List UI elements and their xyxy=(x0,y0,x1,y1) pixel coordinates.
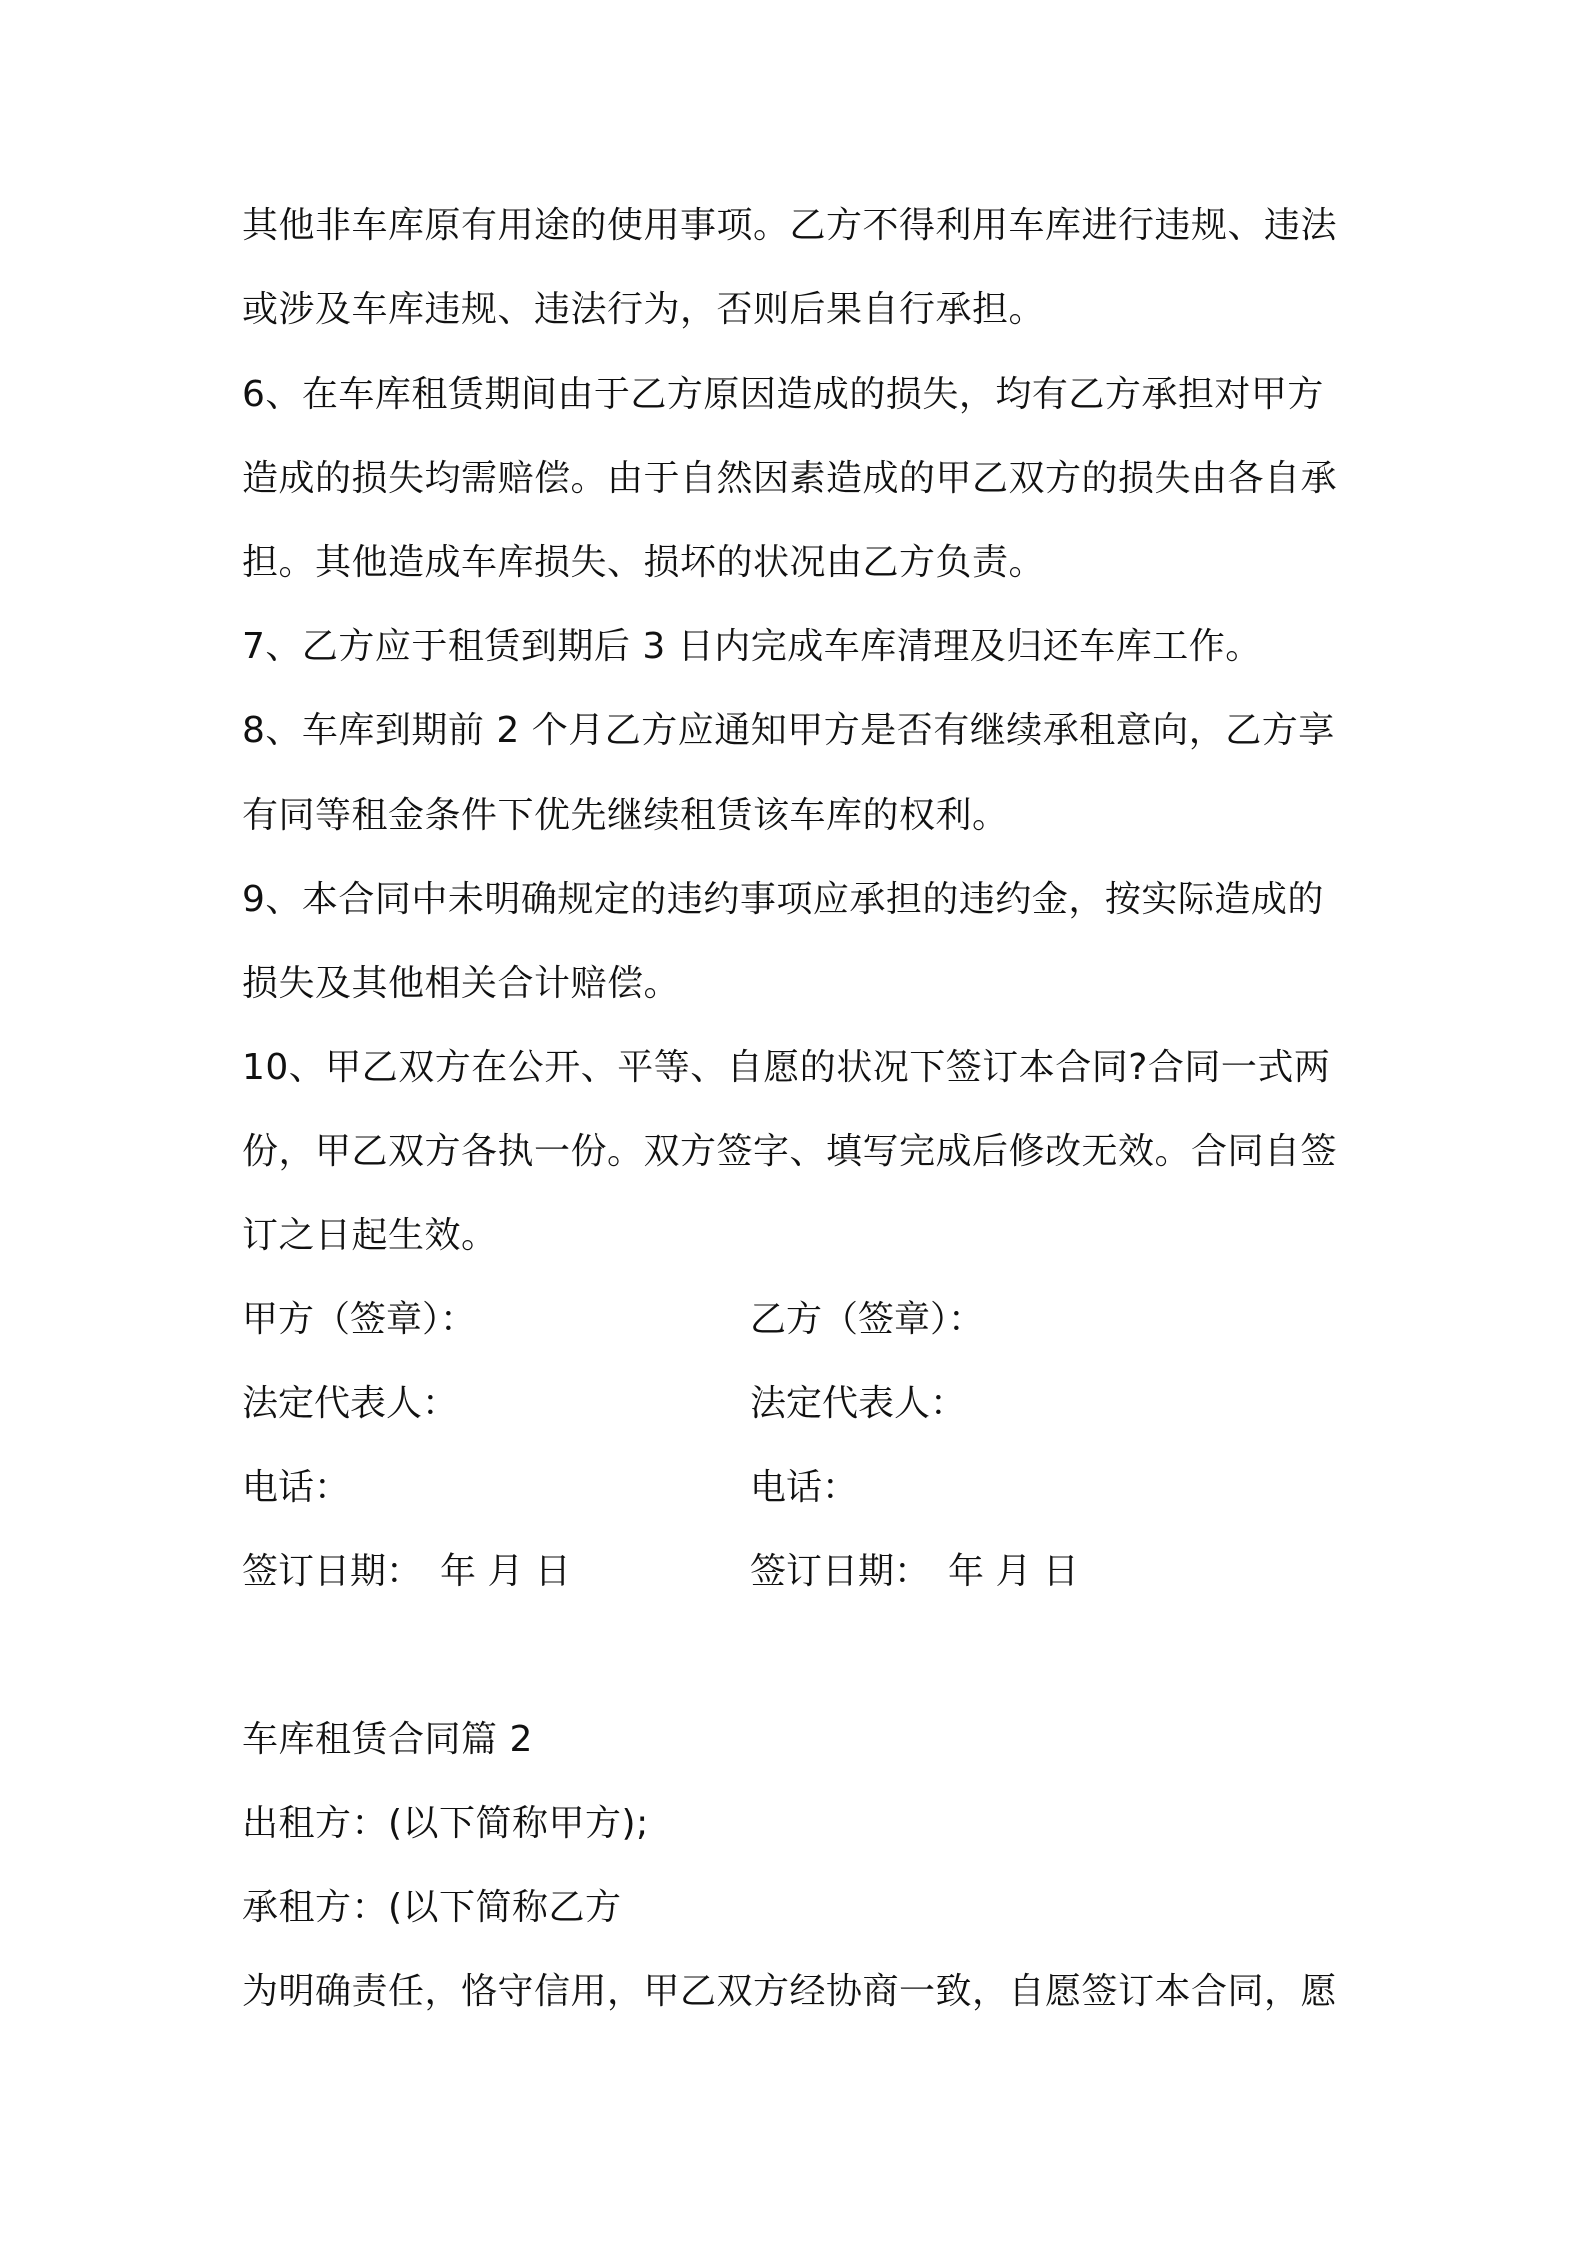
party-b-phone-label: 电话： xyxy=(750,1467,859,1508)
lessor-line: 出租方：(以下简称甲方); xyxy=(242,1803,649,1844)
clause-7: 7、乙方应于租赁到期后 3 日内完成车库清理及归还车库工作。 xyxy=(242,626,1262,667)
party-a-phone-label: 电话： xyxy=(242,1467,351,1508)
clause-6-line-1: 6、在车库租赁期间由于乙方原因造成的损失，均有乙方承担对甲方 xyxy=(242,374,1324,415)
party-a-representative-label: 法定代表人： xyxy=(242,1383,459,1424)
clause-line-2: 或涉及车库违规、违法行为，否则后果自行承担。 xyxy=(242,289,1046,330)
clause-6-line-3: 担。其他造成车库损失、损坏的状况由乙方负责。 xyxy=(242,542,1046,583)
party-b-signature-label: 乙方（签章）： xyxy=(750,1299,985,1340)
clause-10-line-3: 订之日起生效。 xyxy=(242,1215,498,1256)
section-2-title: 车库租赁合同篇 2 xyxy=(242,1719,533,1760)
clause-6-line-2: 造成的损失均需赔偿。由于自然因素造成的甲乙双方的损失由各自承 xyxy=(242,458,1338,499)
lessee-line: 承租方：(以下简称乙方 xyxy=(242,1887,622,1928)
clause-8-line-2: 有同等租金条件下优先继续租赁该车库的权利。 xyxy=(242,795,1009,836)
clause-9-line-2: 损失及其他相关合计赔偿。 xyxy=(242,963,681,1004)
clause-line-1: 其他非车库原有用途的使用事项。乙方不得利用车库进行违规、违法 xyxy=(242,205,1338,246)
clause-9-line-1: 9、本合同中未明确规定的违约事项应承担的违约金，按实际造成的 xyxy=(242,879,1324,920)
clause-10-line-2: 份，甲乙双方各执一份。双方签字、填写完成后修改无效。合同自签 xyxy=(242,1131,1338,1172)
clause-8-line-1: 8、车库到期前 2 个月乙方应通知甲方是否有继续承租意向，乙方享 xyxy=(242,710,1335,751)
intro-line: 为明确责任，恪守信用，甲乙双方经协商一致，自愿签订本合同，愿 xyxy=(242,1971,1338,2012)
party-b-signing-date: 签订日期： 年 月 日 xyxy=(750,1551,1079,1592)
party-a-signing-date: 签订日期： 年 月 日 xyxy=(242,1551,571,1592)
party-a-signature-label: 甲方（签章）： xyxy=(242,1299,477,1340)
party-b-representative-label: 法定代表人： xyxy=(750,1383,967,1424)
clause-10-line-1: 10、甲乙双方在公开、平等、自愿的状况下签订本合同?合同一式两 xyxy=(242,1047,1331,1088)
